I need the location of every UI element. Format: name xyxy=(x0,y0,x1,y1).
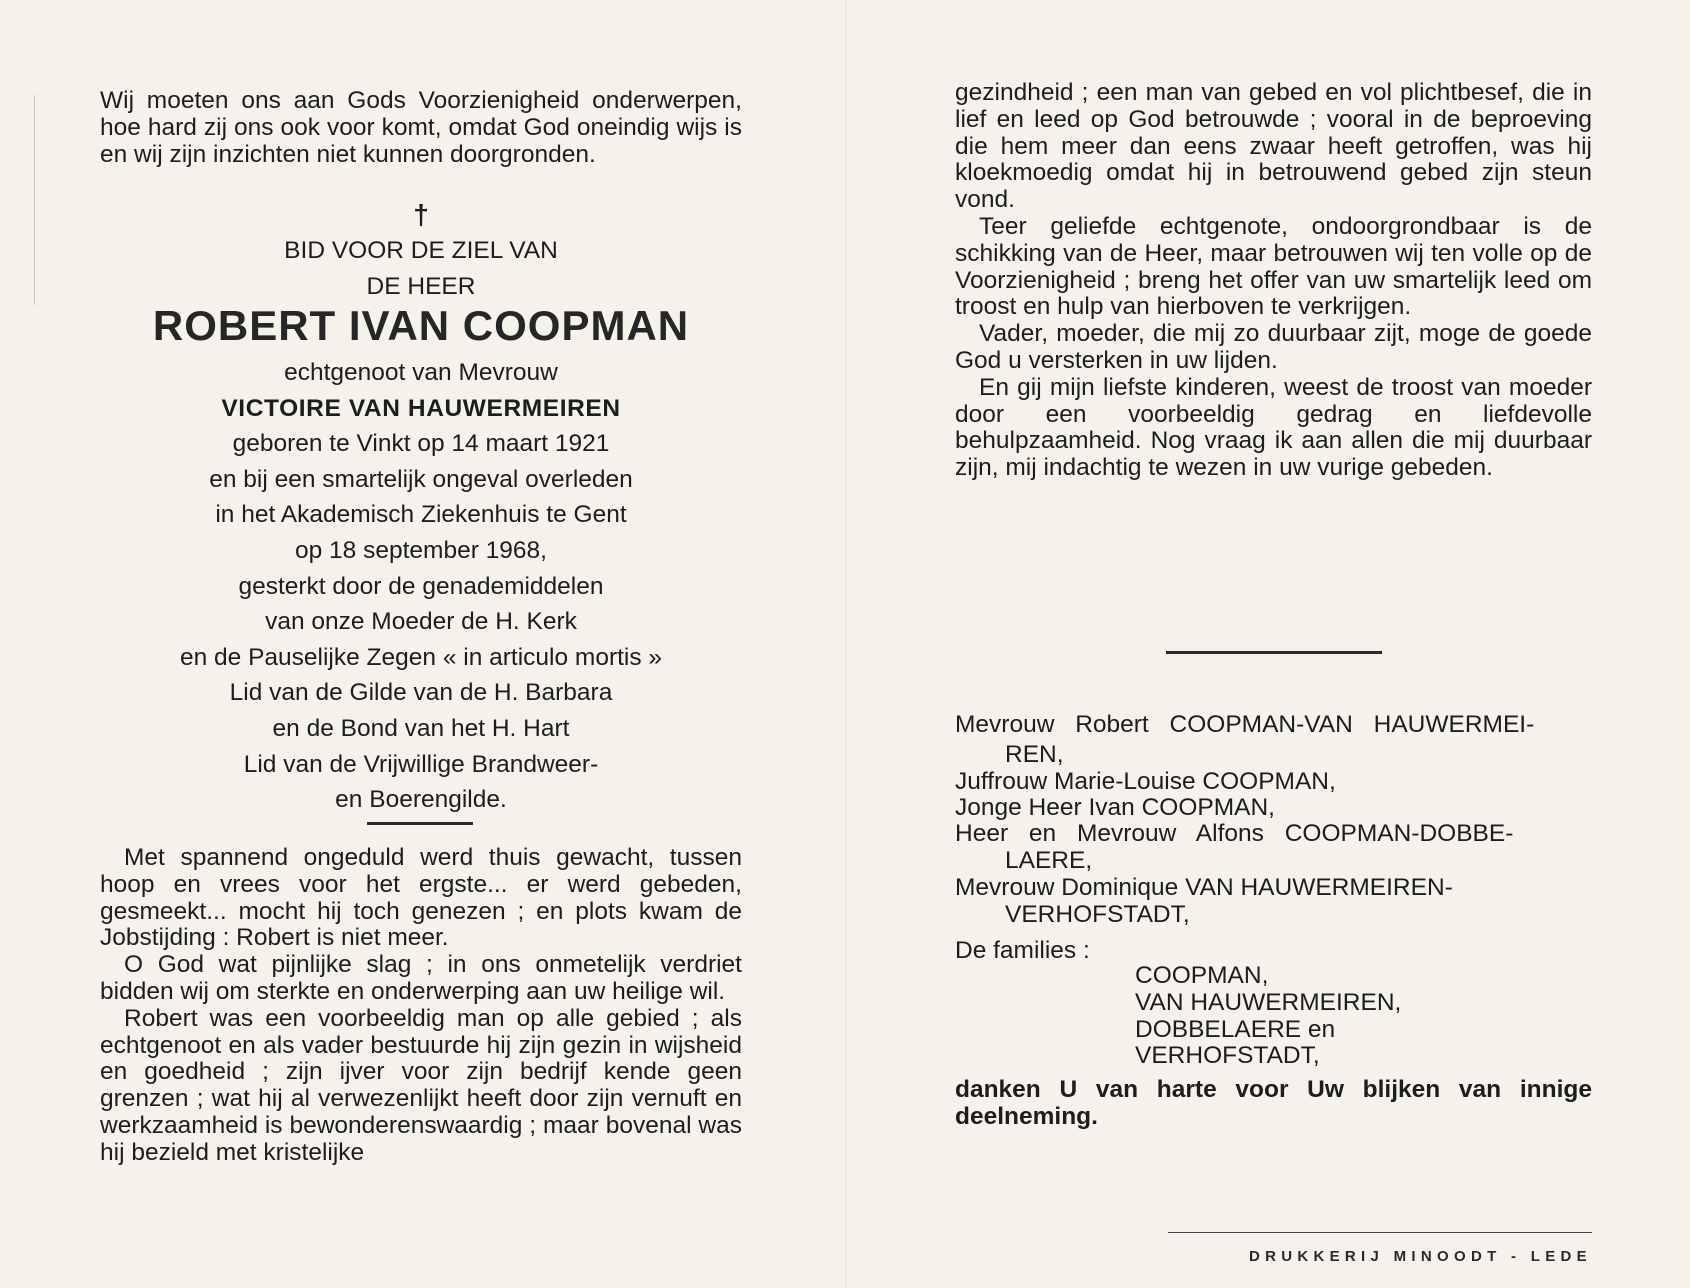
membership-line-1: Lid van de Gilde van de H. Barbara xyxy=(229,679,613,707)
left-paragraph-1-text: Met spannend ongeduld werd thuis gewacht, tussen hoop en vrees voor het ergste... er werd gebeden, gesmeekt... mocht hij toch genezen ; en plots kwam de Jobstijding : Robert is niet meer. xyxy=(100,844,742,952)
printer-rule xyxy=(1168,1232,1592,1233)
right-paragraph-4 xyxy=(955,375,1592,482)
right-paragraph-2-text: Teer geliefde echtgenote, ondoorgrondbaar is de schikking van de Heer, maar betrouwen wij ten volle op de Voorzienigheid ; breng het offer van uw smartelijk leed om troost en hulp van hierboven te verkrijgen. xyxy=(955,212,1592,321)
heading-line-2: DE HEER xyxy=(366,272,476,300)
membership-line-3: Lid van de Vrijwillige Brandweer- xyxy=(243,750,599,778)
mourner-1-line-1: Mevrouw Robert COOPMAN-VAN HAUWERMEI- xyxy=(955,711,1535,738)
heading-line-1: BID VOOR DE ZIEL VAN xyxy=(284,237,558,264)
membership-line-4: en Boerengilde. xyxy=(335,786,507,814)
spouse-name: VICTOIRE VAN HAUWERMEIREN xyxy=(221,394,621,422)
mourner-4-line-2: LAERE, xyxy=(1005,847,1093,874)
right-paragraph-3 xyxy=(955,321,1592,375)
deceased-name: ROBERT IVAN COOPMAN xyxy=(152,302,690,349)
spouse-intro: echtgenoot van Mevrouw xyxy=(284,359,558,386)
left-paragraph-2-text: O God wat pijnlijke slag ; in ons onmetelijk verdriet bidden wij om sterkte en onderwerping aan uw heilige wil. xyxy=(100,951,742,1005)
mourner-2: Juffrouw Marie-Louise COOPMAN, xyxy=(955,768,1336,795)
family-name: VERHOFSTADT, xyxy=(1135,1042,1320,1070)
left-paragraph-2 xyxy=(100,952,742,1006)
sacrament-line-2: van onze Moeder de H. Kerk xyxy=(265,608,577,636)
card-fold xyxy=(845,0,847,1288)
family-name: VAN HAUWERMEIREN, xyxy=(1135,988,1402,1016)
right-paragraph-2 xyxy=(955,214,1592,321)
right-paragraph-1: gezindheid ; een man van gebed en vol plichtbesef, die in lief en leed op God betrouwde ; vooral in de beproeving die hem meer dan eens zwaar heeft getroffen, was hij kloekmoedig omdat hij in betrouwend gebed zijn steun vond. xyxy=(955,79,1592,214)
death-line-3: op 18 september 1968, xyxy=(295,536,547,564)
paper-edge-mark xyxy=(34,95,35,305)
family-name: COOPMAN, xyxy=(1135,962,1269,989)
family-name: DOBBELAERE en xyxy=(1135,1015,1336,1043)
families-list xyxy=(1135,963,1401,1070)
mourner-3: Jonge Heer Ivan COOPMAN, xyxy=(955,794,1275,821)
printer-imprint: DRUKKERIJ MINOODT - LEDE xyxy=(1248,1248,1592,1265)
mourner-1-line-2: REN, xyxy=(1005,741,1064,768)
right-body-text xyxy=(955,80,1592,482)
biography-block xyxy=(100,355,742,818)
left-paragraph-3-text: Robert was een voorbeeldig man op alle gebied ; als echtgenoot en als vader bestuurde hij zijn gezin in wijsheid en goedheid ; zijn ijver voor zijn bedrijf kende geen grenzen ; wat hij al verwezenlijkt heeft door zijn vernuft en werkzaamheid is bewonderenswaardig ; maar bovenal was hij bezield met kristelijke xyxy=(100,1004,742,1166)
right-paragraph-4-text: En gij mijn liefste kinderen, weest de troost van moeder door een voorbeeldig gedrag en liefdevolle behulpzaamheid. Nog vraag ik aan allen die mij duurbaar zijn, mij indachtig te wezen in uw vurige gebeden. xyxy=(955,373,1592,482)
mourner-5-line-2: VERHOFSTADT, xyxy=(1005,901,1190,928)
left-paragraph-1 xyxy=(100,845,742,952)
right-paragraph-3-text: Vader, moeder, die mij zo duurbaar zijt, moge de goede God u versterken in uw lijden. xyxy=(955,320,1592,374)
birth-line: geboren te Vinkt op 14 maart 1921 xyxy=(232,430,610,458)
divider-rule-right xyxy=(1166,651,1382,654)
death-line-1: en bij een smartelijk ongeval overleden xyxy=(209,465,633,493)
death-line-2: in het Akademisch Ziekenhuis te Gent xyxy=(215,501,627,529)
mourner-5-line-1: Mevrouw Dominique VAN HAUWERMEIREN- xyxy=(955,874,1453,901)
divider-rule-left xyxy=(367,822,473,825)
cross-icon: † xyxy=(413,199,429,230)
sacrament-line-1: gesterkt door de genademiddelen xyxy=(238,572,604,600)
sacrament-line-3: en de Pauselijke Zegen « in articulo mortis » xyxy=(179,643,663,671)
thanks-text: danken U van harte voor Uw blijken van innige deelneming. xyxy=(955,1076,1592,1130)
families-label: De families : xyxy=(955,937,1090,964)
mourner-4-line-1: Heer en Mevrouw Alfons COOPMAN-DOBBE- xyxy=(955,820,1514,847)
left-paragraph-3 xyxy=(100,1006,742,1167)
membership-line-2: en de Bond van het H. Hart xyxy=(272,714,570,742)
intro-paragraph: Wij moeten ons aan Gods Voorzienigheid onderwerpen, hoe hard zij ons ook voor komt, omdat God oneindig wijs is en wij zijn inzichten niet kunnen doorgronden. xyxy=(100,87,742,168)
heading-block xyxy=(100,233,742,304)
left-body-text xyxy=(100,845,742,1167)
